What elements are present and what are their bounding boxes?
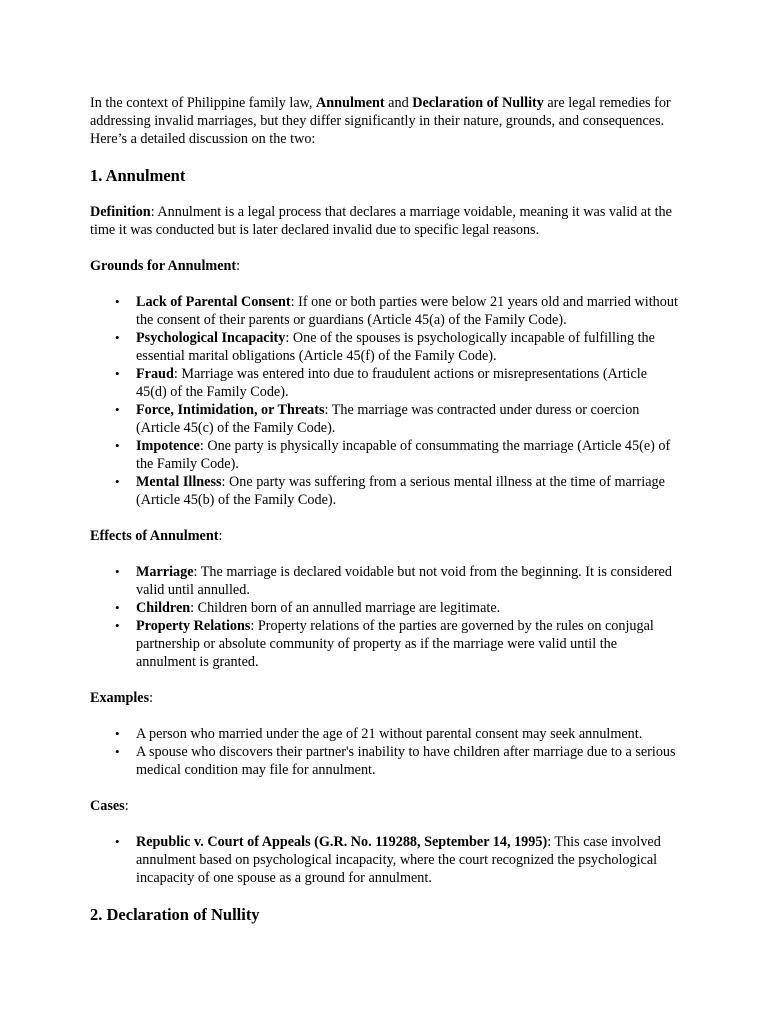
list-item [136,563,680,599]
list-item-text: : The marriage was contracted under duress or coercion (Article 45(c) of the Family Code). [136,402,640,436]
list-item-term: Mental Illness [136,474,222,490]
list-item: • A spouse who discovers their partner's inability to have children after marriage due to a serious medical condition may file for annulment. [136,743,680,779]
intro-paragraph [90,94,680,148]
list-item-term: Psychological Incapacity [136,330,286,346]
effects-list [90,563,680,671]
grounds-list [90,293,680,509]
effects-heading [90,527,680,545]
colon: : [218,528,223,544]
list-item-text: : If one or both parties were below 21 years old and married without the consent of their parents or guardians (Article 45(a) of the Family Code). [136,294,678,328]
definition-text: : Annulment is a legal process that declares a marriage voidable, meaning it was valid at the time it was conducted but is later declared invalid due to specific legal reasons. [90,204,672,238]
list-item-term: Lack of Parental Consent [136,294,291,310]
section-heading-declaration-of-nullity: 2. Declaration of Nullity [90,905,260,924]
examples-heading [90,689,680,707]
list-item-text: : One party is physically incapable of consummating the marriage (Article 45(e) of the Family Code). [136,438,671,472]
list-item [136,617,680,671]
intro-text: are legal remedies for addressing invalid marriages, but they differ significantly in their nature, grounds, and consequences. Here’s a detailed discussion on the two: [90,95,671,147]
document-page [90,94,680,942]
grounds-heading-label: Grounds for Annulment [90,258,237,274]
examples-heading-label: Examples [90,690,150,706]
list-item-text: : The marriage is declared voidable but not void from the beginning. It is considered valid until annulled. [136,564,672,598]
cases-heading [90,797,680,815]
list-item-text: : One of the spouses is psychologically incapable of fulfilling the essential marital obligations (Article 45(f) of the Family Code). [136,330,655,364]
case-citation: Republic v. Court of Appeals (G.R. No. 119288, September 14, 1995) [136,834,548,850]
list-item [136,473,680,509]
intro-bold-annulment: Annulment [316,95,385,111]
intro-text: In the context of Philippine family law, [90,95,317,111]
colon: : [124,798,129,814]
cases-list [90,833,680,887]
list-item [136,293,680,329]
list-item: • A person who married under the age of 21 without parental consent may seek annulment. [136,725,680,743]
list-item-text: : Property relations of the parties are governed by the rules on conjugal partnership or absolute community of property as if the marriage were valid until the annulment is granted. [136,618,654,670]
list-item-text: : This case involved annulment based on psychological incapacity, where the court recognized the psychological incapacity of one spouse as a ground for annulment. [136,834,661,886]
list-item-term: Property Relations [136,618,251,634]
colon: : [149,690,154,706]
examples-list [90,725,680,779]
intro-bold-nullity: Declaration of Nullity [412,95,544,111]
list-item [136,329,680,365]
list-item [136,365,680,401]
definition-term: Definition [90,204,151,220]
list-item-text: : One party was suffering from a serious mental illness at the time of marriage (Article 45(b) of the Family Code). [136,474,665,508]
list-item [136,599,680,617]
list-item-term: Children [136,600,191,616]
colon: : [236,258,241,274]
section-heading-annulment: 1. Annulment [90,166,186,185]
list-item-term: Force, Intimidation, or Threats [136,402,325,418]
list-item-term: Fraud [136,366,174,382]
grounds-heading [90,257,680,275]
list-item-term: Marriage [136,564,194,580]
effects-heading-label: Effects of Annulment [90,528,219,544]
list-item-term: Impotence [136,438,200,454]
list-item-text: : Marriage was entered into due to fraudulent actions or misrepresentations (Article 45(d) of the Family Code). [136,366,647,400]
list-item [136,833,680,887]
intro-text: and [384,95,413,111]
cases-heading-label: Cases [90,798,125,814]
list-item [136,437,680,473]
list-item-text: : Children born of an annulled marriage are legitimate. [190,600,501,616]
definition-paragraph [90,203,680,239]
list-item [136,401,680,437]
